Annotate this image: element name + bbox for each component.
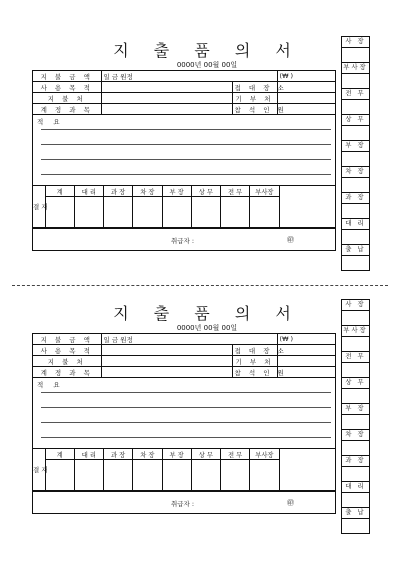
side-approver-title: 사 장 [342,37,369,48]
approval-title: 상 무 [191,449,220,460]
side-sign-box[interactable] [342,389,369,404]
side-sign-box[interactable] [342,256,369,270]
signature-box[interactable] [191,197,220,228]
side-approval-column [341,36,370,271]
side-approver-title: 과 장 [342,193,369,204]
side-approver-title: 부사장 [342,63,369,74]
signature-box[interactable] [250,460,279,491]
side-approver [342,141,369,167]
side-approver [342,456,369,482]
approval-table [33,449,335,491]
form-title: 지 출 품 의 서 [113,41,301,60]
side-approver [342,352,369,378]
won-label: (₩ ) [277,71,335,82]
side-approver [342,430,369,456]
signature-box[interactable] [45,460,74,491]
side-sign-box[interactable] [342,337,369,352]
memo-line [41,392,331,393]
signature-box[interactable] [45,197,74,228]
side-approver [342,63,369,89]
side-approver [342,404,369,430]
side-sign-box[interactable] [342,311,369,326]
memo-line [41,144,331,145]
side-approver-title: 대 리 [342,219,369,230]
side-sign-box[interactable] [342,519,369,533]
reception-label: 접 대 장 소 [232,345,277,356]
side-approver [342,37,369,63]
memo-label: 적 요 [37,118,64,126]
signature-box[interactable] [191,460,220,491]
approval-title: 과 장 [104,449,133,460]
form-date: 0000년 00월 00일 [176,324,238,332]
side-sign-box[interactable] [342,178,369,193]
attendees-label: 참 석 인 원 [232,367,277,378]
side-approver-title: 상 무 [342,115,369,126]
side-approver [342,378,369,404]
receiver-row [33,491,335,513]
reception-label: 접 대 장 소 [232,82,277,93]
receiver-label: 취급자 : [171,237,195,245]
side-approver-title: 대 리 [342,482,369,493]
signature-box[interactable] [74,460,103,491]
side-approver-title: 전 무 [342,352,369,363]
purpose-field[interactable] [101,345,232,356]
cut-line [12,285,388,286]
side-approver [342,167,369,193]
approval-title: 과 장 [104,186,133,197]
approval-title: 차 장 [133,449,162,460]
donee-field[interactable] [277,93,335,104]
account-label: 계 정 과 목 [33,104,101,115]
side-sign-box[interactable] [342,126,369,141]
side-sign-box[interactable] [342,48,369,63]
side-sign-box[interactable] [342,441,369,456]
approval-title: 대 리 [74,186,103,197]
approval-table [33,186,335,228]
side-approver [342,115,369,141]
signature-box[interactable] [250,197,279,228]
amount-label: 지 불 금 액 [33,71,101,82]
form-date: 0000년 00월 00일 [176,61,238,69]
approval-title: 부 장 [162,449,191,460]
approval-title: 차 장 [133,186,162,197]
memo-area[interactable] [33,115,335,186]
side-approver [342,245,369,270]
side-sign-box[interactable] [342,152,369,167]
memo-label: 적 요 [37,381,64,389]
side-approver-title: 부사장 [342,326,369,337]
amount-value: 일 금 원정 [101,71,277,82]
approval-title: 계 [45,186,74,197]
memo-area[interactable] [33,378,335,449]
side-approver [342,89,369,115]
side-approver-title: 출 납 [342,508,369,519]
purpose-label: 사 용 목 적 [33,82,101,93]
signature-box[interactable] [162,460,191,491]
side-sign-box[interactable] [342,363,369,378]
info-table [33,334,335,378]
signature-box[interactable] [221,460,250,491]
side-sign-box[interactable] [342,467,369,482]
amount-value: 일 금 원정 [101,334,277,345]
amount-label: 지 불 금 액 [33,334,101,345]
approval-label: 결 재 [33,449,45,491]
signature-box[interactable] [74,197,103,228]
receiver-row [33,228,335,250]
side-approver [342,193,369,219]
memo-line [41,422,331,423]
memo-line [41,407,331,408]
memo-line [41,129,331,130]
won-label: (₩ ) [277,334,335,345]
payee-field[interactable] [101,356,232,367]
account-field[interactable] [101,104,232,115]
approval-title: 부사장 [250,449,279,460]
side-approver [342,300,369,326]
approval-title: 부 장 [162,186,191,197]
signature-box[interactable] [221,197,250,228]
side-approver-title: 사 장 [342,300,369,311]
signature-box[interactable] [162,197,191,228]
side-sign-box[interactable] [342,415,369,430]
donee-field[interactable] [277,356,335,367]
side-sign-box[interactable] [342,74,369,89]
side-approver [342,326,369,352]
approval-title: 대 리 [74,449,103,460]
signature-box[interactable] [104,460,133,491]
side-approver-title: 상 무 [342,378,369,389]
side-sign-box[interactable] [342,493,369,508]
side-sign-box[interactable] [342,230,369,245]
signature-box[interactable] [133,460,162,491]
approval-title: 계 [45,449,74,460]
approval-title: 상 무 [191,186,220,197]
purpose-label: 사 용 목 적 [33,345,101,356]
side-approval-column [341,299,370,534]
side-approver-title: 부 장 [342,404,369,415]
payee-label: 지 불 처 [33,93,101,104]
purpose-field[interactable] [101,82,232,93]
side-approver [342,508,369,533]
account-label: 계 정 과 목 [33,367,101,378]
receiver-label: 취급자 : [171,500,195,508]
payee-field[interactable] [101,93,232,104]
approval-label: 결 재 [33,186,45,228]
approval-blank [279,186,335,228]
approval-title: 전 무 [221,449,250,460]
side-sign-box[interactable] [342,100,369,115]
memo-line [41,159,331,160]
approval-title: 전 무 [221,186,250,197]
side-sign-box[interactable] [342,204,369,219]
info-table [33,71,335,115]
approval-title: 부사장 [250,186,279,197]
side-approver-title: 과 장 [342,456,369,467]
signature-box[interactable] [133,197,162,228]
donee-label: 기 부 처 [232,356,277,367]
donee-label: 기 부 처 [232,93,277,104]
side-approver [342,219,369,245]
side-approver-title: 차 장 [342,430,369,441]
form-main-table [32,333,336,514]
form-main-table [32,70,336,251]
side-approver-title: 차 장 [342,167,369,178]
memo-line [41,437,331,438]
side-approver-title: 전 무 [342,89,369,100]
payee-label: 지 불 처 [33,356,101,367]
attendees-label: 참 석 인 원 [232,104,277,115]
memo-line [41,174,331,175]
side-approver-title: 출 납 [342,245,369,256]
seal-mark: ㊞ [287,499,294,507]
side-approver-title: 부 장 [342,141,369,152]
seal-mark: ㊞ [287,236,294,244]
signature-box[interactable] [104,197,133,228]
approval-blank [279,449,335,491]
form-title: 지 출 품 의 서 [113,304,301,323]
side-approver [342,482,369,508]
account-field[interactable] [101,367,232,378]
